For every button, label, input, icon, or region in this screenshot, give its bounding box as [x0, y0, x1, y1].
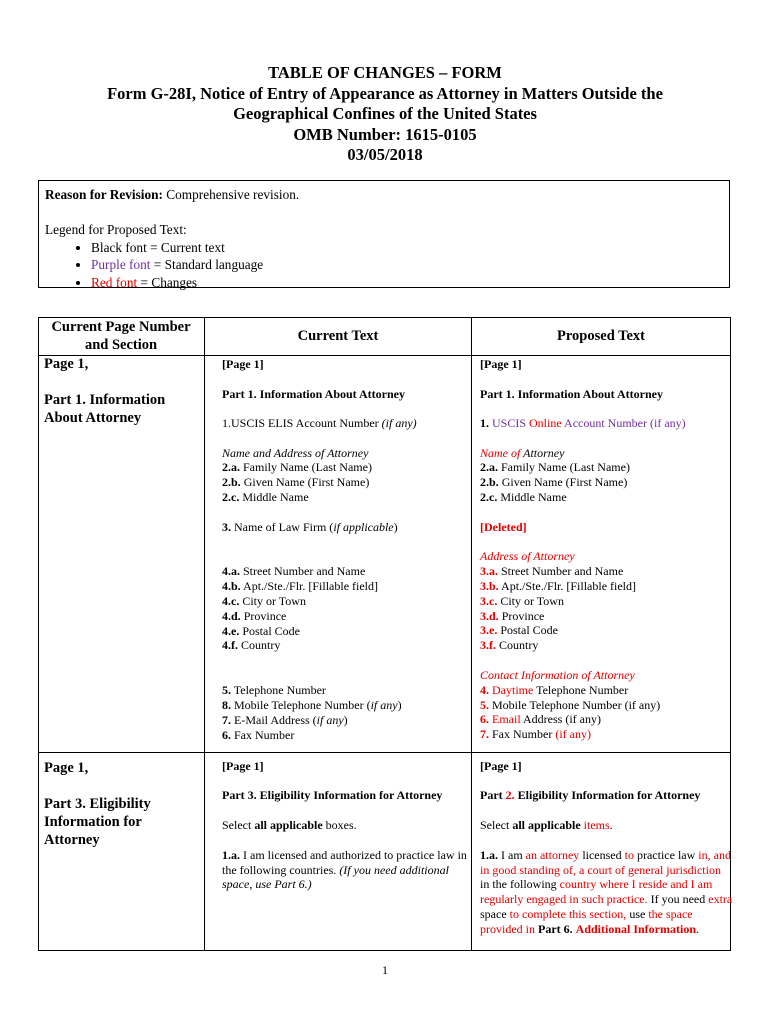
cur-4c-num: 4.c.: [222, 594, 240, 609]
cur-7: [222, 713, 477, 728]
prop2-1a: [480, 848, 733, 937]
header-rule: [204, 355, 731, 356]
cur-2b-text: Given Name (First Name): [240, 475, 370, 490]
cur-4e-text: Postal Code: [239, 623, 300, 638]
prop2-select-a: Select: [480, 818, 513, 833]
legend-red-rest: = Changes: [137, 274, 198, 290]
reason-line: [45, 186, 723, 204]
reason-text: Comprehensive revision.: [162, 187, 300, 202]
prop-6-email: Email: [489, 712, 521, 727]
cur-7-num: 7.: [222, 712, 231, 727]
cur-8-end: ): [397, 698, 402, 713]
cur-4f-num: 4.f.: [222, 638, 238, 653]
prop2-s11: space: [480, 907, 510, 922]
prop-7-num: 7.: [480, 727, 489, 742]
cur-8-num: 8.: [222, 698, 231, 713]
cur-3-num: 3.: [222, 519, 231, 534]
row1-page: Page 1,: [44, 356, 89, 372]
prop2-s14: the space provided in: [480, 907, 693, 936]
prop2-part: [480, 788, 733, 803]
row1-section: Part 1. Information About Attorney: [44, 392, 166, 426]
cur-2b: [222, 475, 477, 490]
cur-page: [Page 1]: [222, 357, 264, 371]
cur-4c: [222, 594, 477, 609]
form-title-line2: Geographical Confines of the United States: [233, 104, 537, 123]
cur-part1: Part 1. Information About Attorney: [222, 386, 405, 401]
prop-4-num: 4.: [480, 682, 489, 697]
prop-3c-text: City or Town: [497, 593, 564, 608]
cur-2b-num: 2.b.: [222, 475, 241, 490]
cur-uscis-if: (if any): [381, 416, 417, 431]
cur2-1a-num: 1.a.: [222, 847, 240, 862]
prop2-s2: an attorney: [525, 847, 580, 862]
page-number: 1: [382, 963, 388, 977]
prop2-select-items: items: [583, 818, 610, 833]
cur2-select-b: all applicable: [254, 818, 323, 833]
prop-uscis-num: 1.: [480, 416, 489, 431]
prop2-s9: If you need: [647, 892, 709, 907]
cur-2a-text: Family Name (Last Name): [240, 460, 372, 475]
prop2-select-d: .: [609, 818, 613, 833]
cur-2a: [222, 460, 477, 475]
cur-8-text: Mobile Telephone Number (: [231, 698, 371, 713]
prop-6-text: Address (if any): [520, 712, 601, 727]
prop-2a: [480, 460, 735, 475]
document-header: [0, 63, 770, 166]
cur-7-end: ): [343, 712, 348, 727]
cur-4a-num: 4.a.: [222, 564, 240, 579]
legend-red-label: Red font: [91, 274, 138, 290]
cur-2c: [222, 490, 477, 505]
legend-list: [45, 239, 723, 292]
prop-2b: [480, 475, 735, 490]
cur-5-text: Telephone Number: [231, 683, 326, 698]
prop-5-num: 5.: [480, 697, 489, 712]
cur-6-num: 6.: [222, 727, 231, 742]
form-title-line1: Form G-28I, Notice of Entry of Appearance as Attorney in Matters Outside the: [107, 83, 663, 103]
cur-5: [222, 683, 477, 698]
prop2-s1: I am: [498, 847, 526, 862]
legend-black-text: Black font = Current text: [91, 239, 225, 255]
prop2-s8: country where I reside and I am regularly engaged in such practice.: [480, 877, 713, 907]
cur-4b-text: Apt./Ste./Flr. [Fillable field]: [240, 579, 379, 594]
cur-4a: [222, 564, 477, 579]
col-divider-1: [204, 317, 205, 951]
omb-number: OMB Number: 1615-0105: [293, 124, 477, 144]
cur2-1a: [222, 848, 477, 892]
prop-3f-text: Country: [496, 638, 539, 653]
cur-3-text: Name of Law Firm (: [231, 519, 334, 534]
cur-2c-text: Middle Name: [239, 490, 309, 505]
prop-3c: [480, 594, 735, 609]
row-divider: [38, 752, 731, 753]
prop-contact-title: Contact Information of Attorney: [480, 668, 635, 683]
prop-2a-text: Family Name (Last Name): [498, 460, 630, 475]
cur-4c-text: City or Town: [239, 594, 306, 609]
cur2-page: [Page 1]: [222, 759, 264, 773]
prop-3a-text: Street Number and Name: [498, 564, 624, 579]
header-section-text: Current Page Number and Section: [51, 319, 191, 353]
prop-part1: Part 1. Information About Attorney: [480, 386, 663, 401]
prop-deleted: [Deleted]: [480, 519, 527, 534]
prop2-part-b: Eligibility Information for Attorney: [514, 788, 701, 803]
cur2-select: [222, 818, 477, 833]
legend-black: [91, 239, 723, 257]
cur-uscis-text: 1.USCIS ELIS Account Number: [222, 416, 382, 431]
prop-name-of: [480, 446, 735, 461]
header-proposed-text: Proposed Text: [557, 328, 645, 344]
prop2-s7: in the following: [480, 877, 560, 892]
cur-4b-num: 4.b.: [222, 579, 241, 594]
prop2-s13: use: [626, 907, 649, 922]
prop-3f: [480, 638, 735, 653]
cur-7-text: E-Mail Address (: [231, 712, 317, 727]
legend-purple-rest: = Standard language: [150, 257, 264, 272]
prop-addr-title: Address of Attorney: [480, 549, 575, 564]
prop-3a: [480, 564, 735, 579]
header-current-text: Current Text: [297, 328, 379, 344]
legend-red: [91, 274, 723, 292]
legend-purple-label: Purple font: [91, 257, 151, 272]
cur-4f: [222, 638, 477, 653]
cur-3-if: if applicable: [333, 519, 394, 534]
prop-3a-num: 3.a.: [480, 564, 498, 579]
prop-6: [480, 712, 735, 727]
prop-4: [480, 683, 735, 698]
cur-4e-num: 4.e.: [222, 623, 240, 638]
cur-4d-num: 4.d.: [222, 608, 241, 623]
prop-name-of-text: Name of: [480, 445, 524, 460]
cur-4b: [222, 579, 477, 594]
cur-4e: [222, 624, 477, 639]
prop2-select: [480, 818, 733, 833]
prop2-s17: .: [696, 921, 700, 936]
header-current-cell: [205, 318, 471, 355]
row2-proposed: [472, 759, 737, 937]
prop2-s16: Additional Information: [575, 921, 697, 936]
prop-uscis-b: Account Number (if any): [561, 416, 686, 431]
row2-current: [214, 759, 481, 892]
cur2-select-a: Select: [222, 818, 255, 833]
prop-2b-text: Given Name (First Name): [498, 475, 628, 490]
prop-attorney: Attorney: [523, 445, 565, 460]
prop-3e: [480, 623, 735, 638]
legend-title: Legend for Proposed Text:: [45, 222, 187, 237]
cur2-part: Part 3. Eligibility Information for Attorney: [222, 788, 443, 803]
prop-3d-text: Province: [498, 608, 545, 623]
prop2-select-b: all applicable: [512, 818, 581, 833]
prop-5: [480, 698, 735, 713]
cur-2c-num: 2.c.: [222, 490, 240, 505]
header-section-cell: [39, 319, 203, 354]
prop-2c-text: Middle Name: [497, 490, 567, 505]
header-proposed-cell: [472, 318, 730, 355]
prop-6-num: 6.: [480, 712, 489, 727]
cur-8: [222, 698, 477, 713]
cur-7-if: if any: [316, 712, 344, 727]
prop-3f-num: 3.f.: [480, 638, 496, 653]
cur-3: [222, 520, 477, 535]
cur-uscis: [222, 416, 477, 431]
cur-3-end: ): [393, 519, 398, 534]
cur-6-text: Fax Number: [231, 727, 295, 742]
prop2-part-num: 2.: [505, 788, 515, 803]
prop-3e-text: Postal Code: [497, 623, 558, 638]
cur2-1a-italic: (If you need additional space, use Part 6.): [222, 862, 449, 892]
reason-box: [38, 180, 730, 288]
prop-4-text: Telephone Number: [533, 682, 629, 697]
prop-3e-num: 3.e.: [480, 623, 498, 638]
prop2-s3: licensed: [579, 847, 625, 862]
legend-purple: [91, 256, 723, 274]
row1-proposed: [472, 357, 739, 742]
prop-2b-num: 2.b.: [480, 475, 499, 490]
row2-section-cell: [44, 759, 194, 849]
cur-8-if: if any: [370, 698, 398, 713]
reason-label: Reason for Revision:: [45, 187, 163, 202]
prop-uscis-a: USCIS: [489, 416, 530, 431]
prop-3c-num: 3.c.: [480, 593, 498, 608]
cur-4f-text: Country: [238, 638, 281, 653]
cur2-select-c: boxes.: [322, 818, 357, 833]
prop-3d-num: 3.d.: [480, 608, 499, 623]
cur-name-addr: Name and Address of Attorney: [222, 445, 369, 460]
prop-uscis-online: Online: [529, 416, 562, 431]
prop-4-day: Daytime: [489, 682, 534, 697]
doc-date: 03/05/2018: [347, 145, 423, 164]
prop-2a-num: 2.a.: [480, 460, 498, 475]
prop-5-text: Mobile Telephone Number (if any): [489, 697, 661, 712]
prop-7: [480, 727, 735, 742]
prop2-part-a: Part: [480, 788, 506, 803]
cur-2a-num: 2.a.: [222, 460, 240, 475]
prop-3b-num: 3.b.: [480, 579, 499, 594]
prop2-s4: to: [624, 847, 634, 862]
row2-section: Part 3. Eligibility Information for Attorney: [44, 796, 151, 848]
prop2-s5: practice law: [633, 847, 699, 862]
prop2-s15: Part 6.: [535, 921, 573, 936]
prop-3b-text: Apt./Ste./Flr. [Fillable field]: [498, 579, 637, 594]
prop-3b: [480, 579, 735, 594]
row2-page: Page 1,: [44, 760, 89, 776]
prop2-1a-num: 1.a.: [480, 847, 498, 862]
cur-6: [222, 728, 477, 743]
prop-2c-num: 2.c.: [480, 490, 498, 505]
cur-4a-text: Street Number and Name: [240, 564, 366, 579]
row1-current: [214, 357, 481, 742]
cur-5-num: 5.: [222, 683, 231, 698]
prop2-page: [Page 1]: [480, 759, 522, 773]
cur-4d: [222, 609, 477, 624]
cur2-1a-text: I am licensed and authorized to practice law in the following countries.: [222, 847, 467, 877]
prop-7-if: (if any): [555, 727, 591, 742]
prop-7-text: Fax Number: [489, 727, 556, 742]
prop2-s12: to complete this section,: [509, 907, 627, 922]
prop-2c: [480, 490, 735, 505]
prop2-s10: extra: [708, 892, 733, 907]
doc-title: TABLE OF CHANGES – FORM: [268, 63, 502, 82]
prop-3d: [480, 609, 735, 624]
prop-uscis: [480, 416, 735, 431]
cur-4d-text: Province: [240, 608, 287, 623]
prop-page: [Page 1]: [480, 357, 522, 371]
prop2-s6: in, and in good standing of, a court of general jurisdiction: [480, 847, 731, 877]
